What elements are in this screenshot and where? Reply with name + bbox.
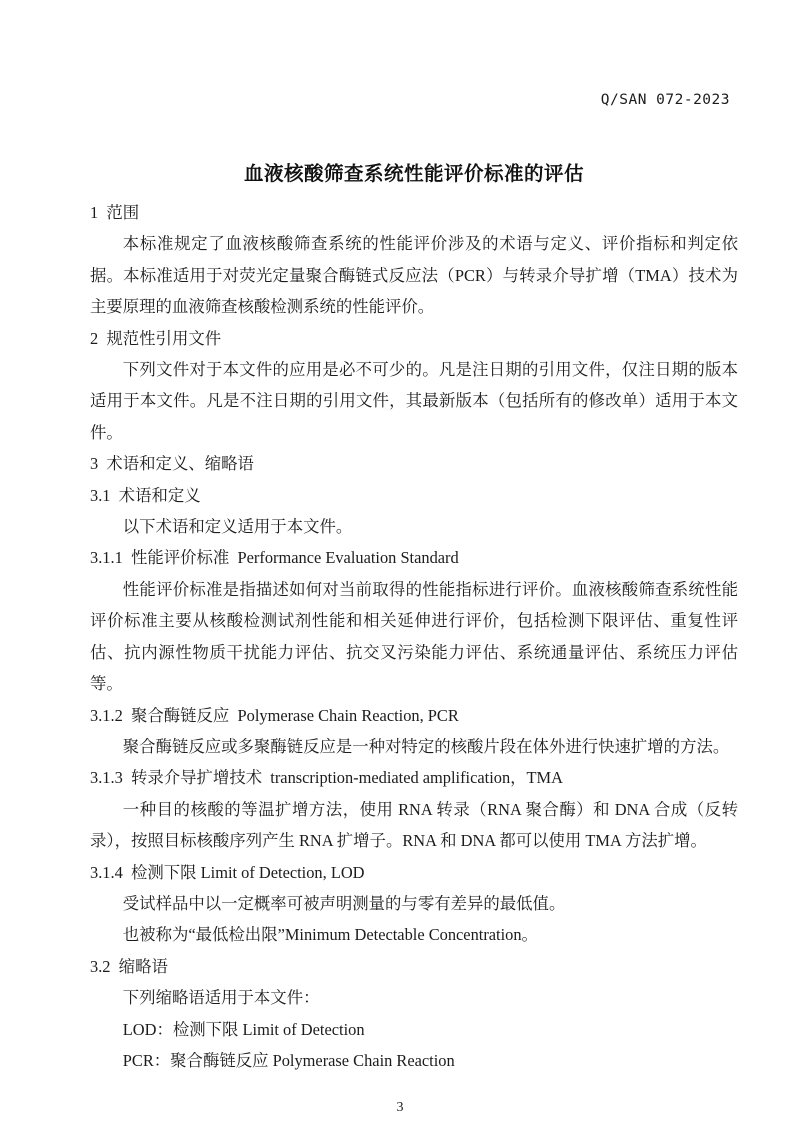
document-body — [90, 197, 738, 1076]
heading-3-1-3-tma: 3.1.3 转录介导扩增技术 transcription-mediated amplification，TMA — [90, 768, 563, 788]
paragraph-terms-intro: 以下术语和定义适用于本文件。 — [122, 517, 353, 537]
heading-1-scope: 1 范围 — [90, 203, 140, 222]
doc-code: Q/SAN 072-2023 — [600, 92, 730, 108]
page-title: 血液核酸筛查系统性能评价标准的评估 — [243, 164, 584, 185]
paragraph-pcr: 聚合酶链反应或多聚酶链反应是一种对特定的核酸片段在体外进行快速扩增的方法。 — [122, 736, 730, 756]
heading-3-1-2-pcr: 3.1.2 聚合酶链反应 Polymerase Chain Reaction, PCR — [90, 705, 459, 725]
paragraph-tma: 一种目的核酸的等温扩增方法，使用 RNA 转录（RNA 聚合酶）和 DNA 合成（反转录），按照目标核酸序列产生 RNA 扩增子。RNA 和 DNA 都可以使用 TMA 方法扩增。 — [90, 799, 738, 851]
paragraph-abbreviation-lod: LOD：检测下限 Limit of Detection — [122, 1019, 365, 1039]
heading-3-1-4-lod: 3.1.4 检测下限 Limit of Detection, LOD — [90, 862, 365, 882]
paragraph-performance-evaluation-standard: 性能评价标准是指描述如何对当前取得的性能指标进行评价。血液核酸筛查系统性能评价标准主要从核酸检测试剂性能和相关延伸进行评价，包括检测下限评估、重复性评估、抗内源性物质干扰能力评估、抗交叉污染能力评估、系统通量评估、系统压力评估等。 — [90, 579, 738, 694]
heading-3-1-1-performance-evaluation-standard: 3.1.1 性能评价标准 Performance Evaluation Standard — [90, 548, 459, 568]
heading-3-1-terms-definitions: 3.1 术语和定义 — [90, 485, 201, 505]
paragraph-lod-definition: 受试样品中以一定概率可被声明测量的与零有差异的最低值。 — [122, 893, 566, 913]
heading-3-terms-abbreviations: 3 术语和定义、缩略语 — [90, 454, 254, 474]
paragraph-lod-alias: 也被称为“最低检出限”Minimum Detectable Concentration。 — [122, 925, 538, 945]
heading-2-normative-references: 2 规范性引用文件 — [90, 328, 222, 348]
paragraph-normative-references: 下列文件对于本文件的应用是必不可少的。凡是注日期的引用文件，仅注日期的版本适用于本文件。凡是不注日期的引用文件，其最新版本（包括所有的修改单）适用于本文件。 — [90, 360, 738, 442]
page-number: 3 — [396, 1100, 404, 1115]
heading-3-2-abbreviations: 3.2 缩略语 — [90, 956, 168, 976]
paragraph-abbreviations-intro: 下列缩略语适用于本文件： — [122, 988, 320, 1008]
paragraph-scope: 本标准规定了血液核酸筛查系统的性能评价涉及的术语与定义、评价指标和判定依据。本标准适用于对荧光定量聚合酶链式反应法（PCR）与转录介导扩增（TMA）技术为主要原理的血液筛查核酸检测系统的性能评价。 — [90, 234, 738, 317]
paragraph-abbreviation-pcr: PCR：聚合酶链反应 Polymerase Chain Reaction — [122, 1050, 455, 1070]
